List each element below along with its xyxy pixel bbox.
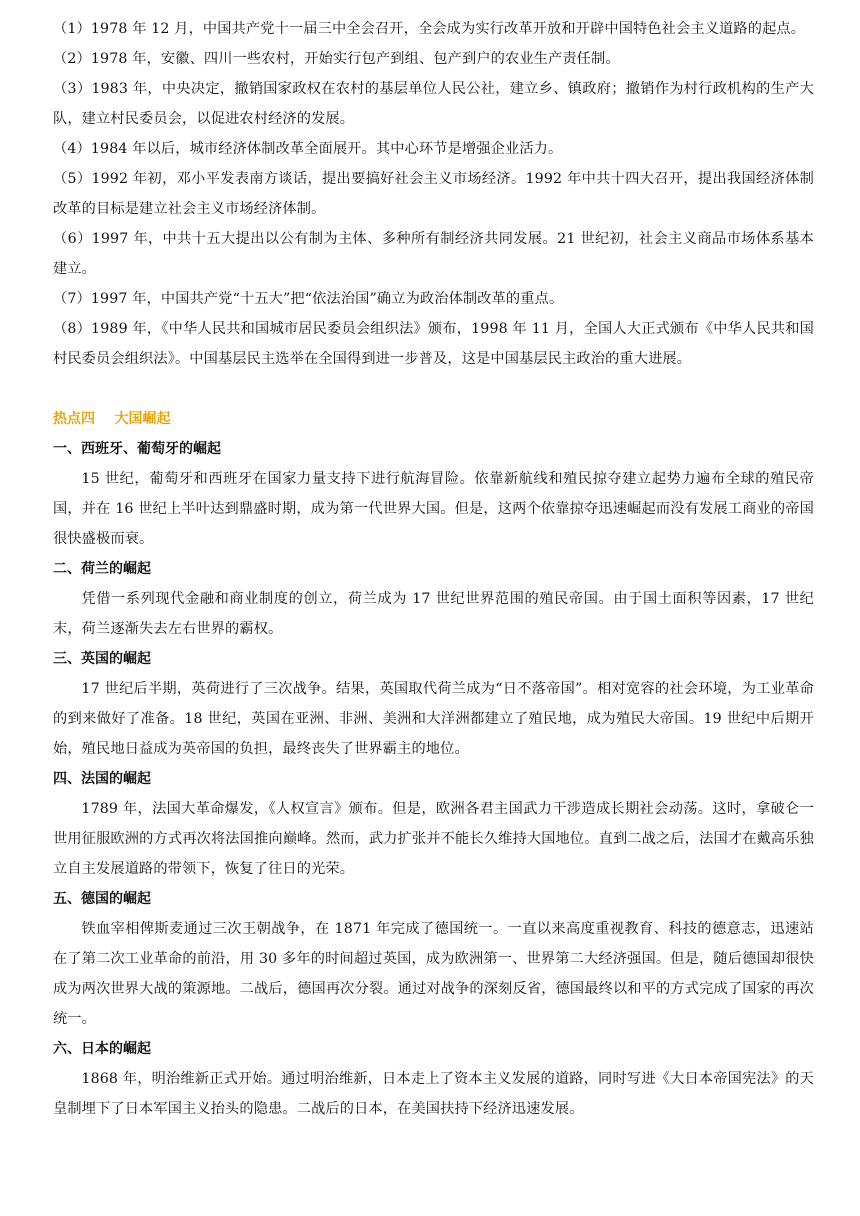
- section-heading: 二、荷兰的崛起: [53, 561, 151, 577]
- reform-item-2: （2）1978 年，安徽、四川一些农村，开始实行包产到组、包产到户的农业生产责任制。: [53, 51, 620, 67]
- section-heading: 一、西班牙、葡萄牙的崛起: [53, 441, 221, 457]
- section-britain: [53, 644, 814, 764]
- section-gap: [53, 374, 814, 404]
- section-germany: [53, 884, 814, 1034]
- section-heading: 五、德国的崛起: [53, 891, 151, 907]
- section-body: 17 世纪后半期，英荷进行了三次战争。结果，英国取代荷兰成为“日不落帝国”。相对宽容的社会环境，为工业革命的到来做好了准备。18 世纪，英国在亚洲、非洲、美洲和大洋洲都建立了殖民地，成为殖民大帝国。19 世纪中后期开始，殖民地日益成为英帝国的负担，最终丧失了世界霸主的地位。: [53, 681, 814, 757]
- section-netherlands: [53, 554, 814, 644]
- section-spain-portugal: [53, 434, 814, 554]
- reform-list: [53, 14, 814, 374]
- reform-item-8: （8）1989 年，《中华人民共和国城市居民委员会组织法》颁布，1998 年 11 月，全国人大正式颁布《中华人民共和国村民委员会组织法》。中国基层民主选举在全国得到进一步普及，这是中国基层民主政治的重大进展。: [53, 321, 814, 367]
- section-japan: [53, 1034, 814, 1124]
- reform-item-7: （7）1997 年，中国共产党“十五大”把“依法治国”确立为政治体制改革的重点。: [53, 291, 564, 307]
- section-france: [53, 764, 814, 884]
- reform-item-6: （6）1997 年，中共十五大提出以公有制为主体、多种所有制经济共同发展。21 世纪初，社会主义商品市场体系基本建立。: [53, 231, 814, 277]
- reform-item-3: （3）1983 年，中央决定，撤销国家政权在农村的基层单位人民公社，建立乡、镇政府；撤销作为村行政机构的生产大队，建立村民委员会，以促进农村经济的发展。: [53, 81, 814, 127]
- section-body: 铁血宰相俾斯麦通过三次王朝战争，在 1871 年完成了德国统一。一直以来高度重视教育、科技的德意志，迅速站在了第二次工业革命的前沿，用 30 多年的时间超过英国，成为欧洲第一、世界第二大经济强国。但是，随后德国却很快成为两次世界大战的策源地。二战后，德国再次分裂。通过对战争的深刻反省，德国最终以和平的方式完成了国家的再次统一。: [53, 921, 814, 1027]
- hotspot-title: 热点四 大国崛起: [53, 411, 171, 427]
- section-body: 1789 年，法国大革命爆发，《人权宣言》颁布。但是，欧洲各君主国武力干涉造成长期社会动荡。这时，拿破仑一世用征服欧洲的方式再次将法国推向巅峰。然而，武力扩张并不能长久维持大国地位。直到二战之后，法国才在戴高乐独立自主发展道路的带领下，恢复了往日的光荣。: [53, 801, 814, 877]
- reform-item-5: （5）1992 年初，邓小平发表南方谈话，提出要搞好社会主义市场经济。1992 年中共十四大召开，提出我国经济体制改革的目标是建立社会主义市场经济体制。: [53, 171, 814, 217]
- section-heading: 三、英国的崛起: [53, 651, 151, 667]
- reform-item-4: （4）1984 年以后，城市经济体制改革全面展开。其中心环节是增强企业活力。: [53, 141, 563, 157]
- section-body: 凭借一系列现代金融和商业制度的创立，荷兰成为 17 世纪世界范围的殖民帝国。由于国土面积等因素，17 世纪末，荷兰逐渐失去左右世界的霸权。: [53, 591, 814, 637]
- section-body: 15 世纪，葡萄牙和西班牙在国家力量支持下进行航海冒险。依靠新航线和殖民掠夺建立起势力遍布全球的殖民帝国，并在 16 世纪上半叶达到鼎盛时期，成为第一代世界大国。但是，这两个依靠掠夺迅速崛起而没有发展工商业的帝国很快盛极而衰。: [53, 471, 814, 547]
- section-heading: 六、日本的崛起: [53, 1041, 151, 1057]
- section-heading: 四、法国的崛起: [53, 771, 151, 787]
- section-body: 1868 年，明治维新正式开始。通过明治维新，日本走上了资本主义发展的道路，同时写进《大日本帝国宪法》的天皇制埋下了日本军国主义抬头的隐患。二战后的日本，在美国扶持下经济迅速发展。: [53, 1071, 814, 1117]
- reform-item-1: （1）1978 年 12 月，中国共产党十一届三中全会召开，全会成为实行改革开放和开辟中国特色社会主义道路的起点。: [53, 21, 806, 37]
